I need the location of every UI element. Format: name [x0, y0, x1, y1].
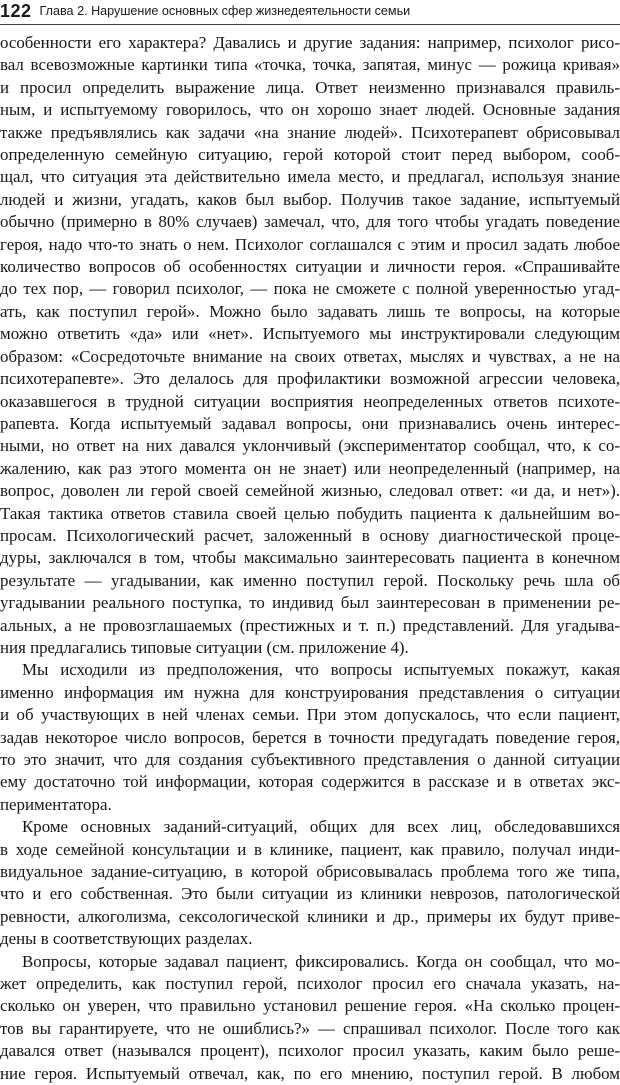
text-line: вопрос, доволен ли герой своей семейной жизнью, следовал ответ: «и да, и нет»).: [0, 481, 620, 501]
text-line: и об участвующих в ней членах семьи. При этом допускалось, что если пациент,: [0, 705, 620, 725]
text-line: особенности его характера? Давались и другие задания: например, психолог рисо-: [0, 33, 620, 52]
text-line: ние героя. Испытуемый отвечал, как, по его мнению, поступил герой. В любом: [0, 1063, 620, 1083]
text-line: Вопросы, которые задавал пациент, фиксировались. Когда он сообщал, что мо-: [22, 951, 620, 971]
text-line: альных, а не провозглашаемых (престижных и т. п.) представлений. Для угадыва-: [0, 615, 620, 635]
text-line: Кроме основных заданий-ситуаций, общих для всех лиц, обследовавшихся: [22, 817, 620, 837]
page-number: 122: [0, 1, 32, 21]
text-line: ать, как поступил герой». Можно было задавать лишь те вопросы, на которые: [0, 301, 620, 321]
text-line: ными, но ответ на них давался уклончивый (экспериментатор сообщал, что, к со-: [0, 436, 620, 456]
text-line: задав некоторое число вопросов, берется в точности предугадать поведение героя,: [0, 727, 620, 747]
text-line: периментатора.: [0, 794, 112, 814]
paragraph: [0, 32, 620, 659]
text-line: оказавшегося в трудной ситуации восприятия неопределенных ответов психоте-: [0, 391, 620, 411]
text-line: сколько он уверен, что правильно установил решение героя. «На сколько процен-: [0, 996, 620, 1016]
paragraph: [0, 816, 620, 950]
text-line: также предъявлялись как задачи «на знание людей». Психотерапевт обрисовывал: [0, 122, 620, 142]
text-line: то это значит, что для создания субъективного представления о данной ситуации: [0, 750, 620, 769]
text-line: ным, и испытуемому говорилось, что он хорошо знает людей. Основные задания: [0, 100, 620, 120]
text-line: до тех пор, — говорил психолог, — пока не сможете с полной уверенностью угад-: [0, 279, 620, 299]
text-line: людей и жизни, угадать, каков был выбор. Получив такое задание, испытуемый: [0, 189, 620, 209]
paragraph: [0, 951, 620, 1085]
text-line: ния предлагались типовые ситуации (см. приложение 4).: [0, 637, 409, 657]
text-line: вал всевозможные картинки типа «точка, точка, запятая, минус — рожица кривая»: [0, 55, 620, 75]
text-line: психотерапевте». Это делалось для профилактики возможной агрессии человека,: [0, 369, 620, 389]
text-line: жалению, как раз этого момента он не знает) или неопределенный (например, на: [0, 458, 620, 478]
text-line: в ходе семейной консультации и в клинике, пациент, как правило, получал инди-: [0, 839, 620, 859]
text-line: ревности, алкоголизма, сексологической клиники и др., примеры их будут приве-: [0, 906, 620, 926]
running-head: [0, 0, 620, 22]
text-line: и просил определить выражение лица. Ответ неизменно признавался правиль-: [0, 77, 620, 97]
text-line: образом: «Сосредоточьте внимание на своих ответах, мыслях и чувствах, а не на: [0, 346, 620, 366]
text-line: обычно (примерно в 80% случаев) замечал, что, для того чтобы угадать поведение: [0, 212, 620, 232]
text-line: что и его собственная. Это были ситуации из клиники неврозов, патологической: [0, 884, 620, 904]
text-line: героя, надо что-то знать о нем. Психолог соглашался с этим и просил задать любое: [0, 234, 620, 254]
text-line: дены в соответствующих разделах.: [0, 929, 253, 949]
text-line: именно информация им нужна для конструирования представления о ситуации: [0, 682, 620, 702]
text-line: Такая тактика ответов ставила своей целью побудить пациента к дальнейшим во-: [0, 503, 620, 523]
text-line: давался ответ (назывался процент), психолог просил указать, каким было реше-: [0, 1041, 620, 1061]
text-line: дуры, заключался в том, чтобы максимально заинтересовать пациента в конечном: [0, 548, 620, 568]
text-line: просам. Психологический расчет, заложенный в основу диагностической проце-: [0, 525, 620, 545]
text-line: рапевта. Когда испытуемый задавал вопросы, они признавались очень интерес-: [0, 413, 620, 433]
text-line: ему достаточно той информации, которая содержится в рассказе и в ответах экс-: [0, 772, 620, 792]
text-line: Мы исходили из предположения, что вопросы испытуемых покажут, какая: [22, 660, 620, 680]
text-line: результате — угадывании, как именно поступил герой. Поскольку речь шла об: [0, 570, 620, 590]
text-line: определенную семейную ситуацию, герой которой стоит перед выбором, сооб-: [0, 145, 620, 165]
text-line: можно ответить «да» или «нет». Испытуемого мы инструктировали следующим: [0, 324, 620, 344]
text-line: угадывании реального поступка, то индивид был заинтересован в применении ре-: [0, 593, 620, 613]
text-line: жет определить, как поступил герой, психолог просил его сначала указать, на-: [0, 974, 620, 994]
text-line: видуальное задание-ситуацию, в которой обрисовывалась проблема того же типа,: [0, 862, 620, 882]
body-text: [0, 32, 620, 1085]
text-line: щал, что ситуация эта действительно имела место, и предлагал, используя знание: [0, 167, 620, 187]
text-line: количество вопросов об особенностях ситуации и личности героя. «Спрашивайте: [0, 257, 620, 277]
header-divider: [0, 24, 620, 25]
paragraph: [0, 659, 620, 816]
text-line: тов вы гарантируете, что не ошиблись?» — спрашивал психолог. После того как: [0, 1018, 620, 1038]
chapter-running-title: Глава 2. Нарушение основных сфер жизнедеятельности семьи: [39, 4, 411, 18]
